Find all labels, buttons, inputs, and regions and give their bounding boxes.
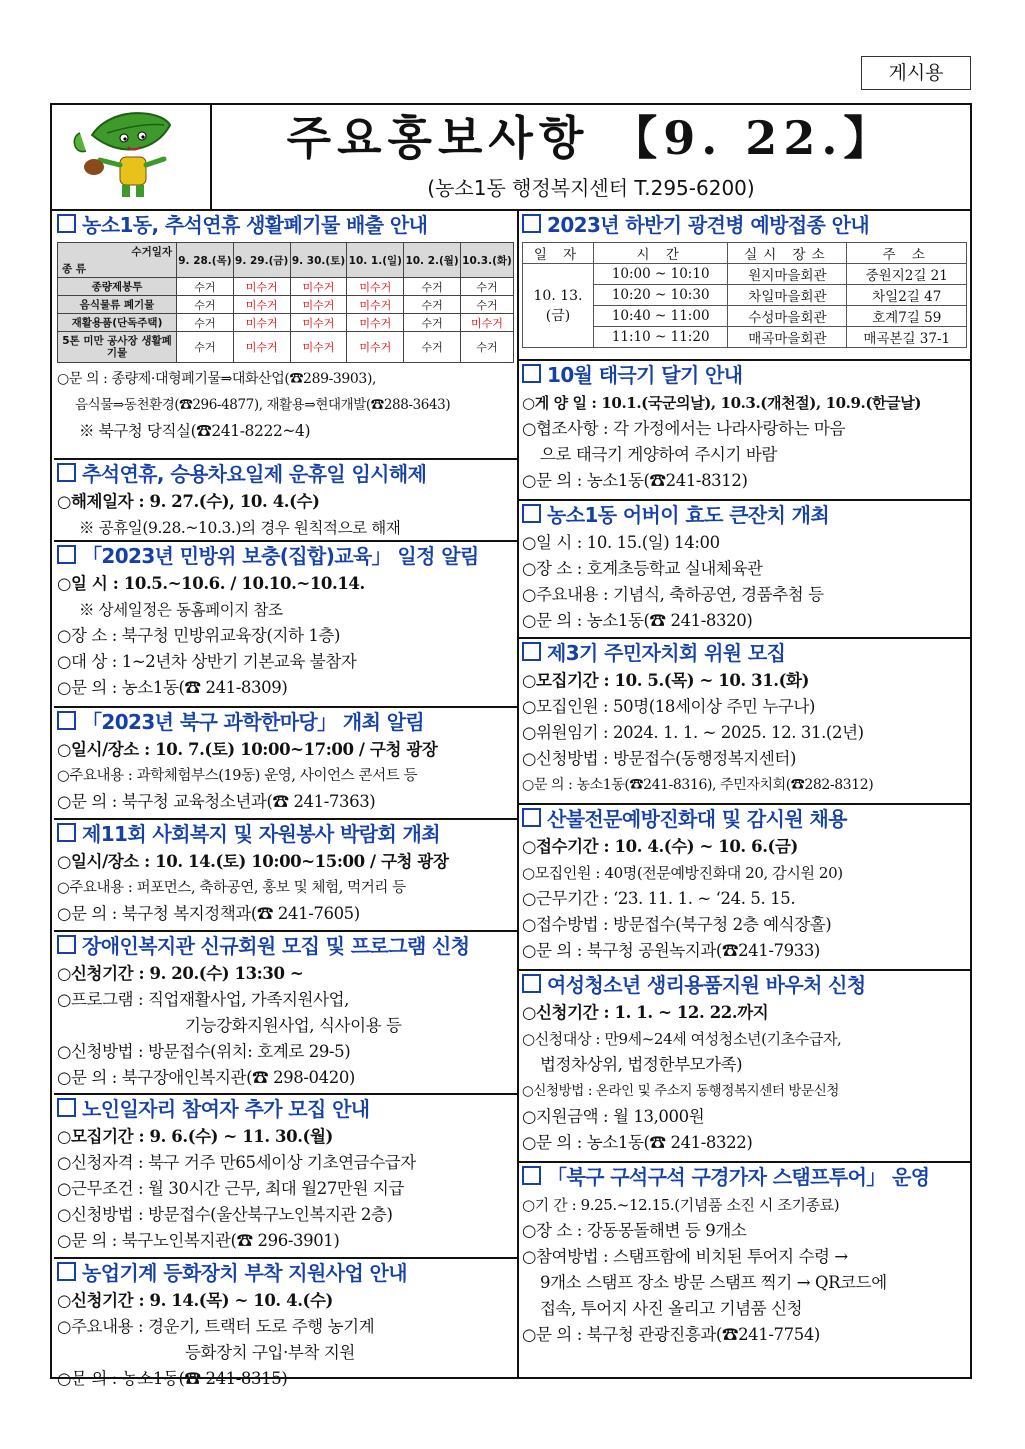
table-row <box>58 278 514 296</box>
table-cell: 중원지2길 21 <box>847 264 967 285</box>
table-cell: 수거 <box>404 296 461 314</box>
table-row <box>523 264 967 285</box>
info-line: ○신청기간 : 9. 14.(목) ~ 10. 4.(수) <box>57 1291 333 1310</box>
checkbox-square-icon <box>57 1098 76 1117</box>
column-header: 시 간 <box>594 243 728 264</box>
info-line: ○장 소 : 호계초등학교 실내체육관 <box>522 559 763 578</box>
info-line: ○접수기간 : 10. 4.(수) ~ 10. 6.(금) <box>522 837 798 856</box>
info-line: 으로 태극기 게양하여 주시기 바람 <box>540 445 777 464</box>
info-line: ○모집인원 : 40명(전문예방진화대 20, 감시원 20) <box>522 864 843 882</box>
table-cell: 미수거 <box>290 314 347 332</box>
checkbox-square-icon <box>522 808 541 827</box>
info-line: ○일 시 : 10. 15.(일) 14:00 <box>522 533 720 552</box>
info-line: ○신청대상 : 만9세~24세 여성청소년(기초수급자, <box>522 1030 842 1048</box>
checkbox-square-icon <box>522 974 541 993</box>
info-line: ○문 의 : 농소1동(☎241-8316), 주민자치회(☎282-8312) <box>522 777 874 793</box>
table-row <box>58 296 514 314</box>
column-header: 주 소 <box>847 243 967 264</box>
checkbox-square-icon <box>57 711 76 730</box>
info-line: ○주요내용 : 과학체험부스(19동) 운영, 사이언스 콘서트 등 <box>57 768 418 784</box>
table-cell: 미수거 <box>290 296 347 314</box>
section-heading: 10월 태극기 달기 안내 <box>522 361 967 390</box>
council-section <box>519 639 970 805</box>
info-line: ○문 의 : 북구장애인복지관(☎ 298-0420) <box>57 1068 355 1087</box>
waste-schedule-table <box>57 242 514 363</box>
info-line: ○해제일자 : 9. 27.(수), 10. 4.(수) <box>57 492 320 511</box>
vaccination-date: 10. 13. (금) <box>523 264 594 348</box>
info-line: ○문 의 : 북구청 교육청소년과(☎ 241-7363) <box>57 792 376 811</box>
date-header: 9. 28.(목) <box>177 243 234 278</box>
info-line: ○문 의 : 농소1동(☎241-8312) <box>522 471 748 490</box>
checkbox-square-icon <box>57 935 76 954</box>
checkbox-square-icon <box>57 214 76 233</box>
info-line: ○게 양 일 : 10.1.(국군의날), 10.3.(개천절), 10.9.(한글날) <box>522 394 922 412</box>
table-cell: 음식물류 폐기물 <box>58 296 177 314</box>
table-cell: 미수거 <box>290 332 347 363</box>
info-line: ○모집인원 : 50명(18세이상 주민 누구나) <box>522 697 816 716</box>
inquiry-line: 음식물⇒동천환경(☎296-4877), 재활용⇒현대개발(☎288-3643) <box>75 397 451 413</box>
info-line: ○주요내용 : 경운기, 트랙터 도로 주행 농기계 <box>57 1317 375 1336</box>
info-line: ○신청방법 : 온라인 및 주소지 동행정복지센터 방문신청 <box>522 1083 839 1099</box>
info-line: ○신청기간 : 1. 1. ~ 12. 22.까지 <box>522 1003 769 1022</box>
table-cell: 수거 <box>404 332 461 363</box>
info-line: ○신청방법 : 방문접수(동행정복지센터) <box>522 749 797 768</box>
info-line: ○프로그램 : 직업재활사업, 가족지원사업, <box>57 990 350 1009</box>
info-line: ○근무조건 : 월 30시간 근무, 최대 월27만원 지급 <box>57 1179 404 1198</box>
note-line: ※ 상세일정은 동홈페이지 참조 <box>79 601 283 619</box>
date-header: 9. 30.(토) <box>290 243 347 278</box>
info-line: ○일 시 : 10.5.~10.6. / 10.10.~10.14. <box>57 574 365 593</box>
section-heading: 「2023년 북구 과학한마당」 개최 알림 <box>57 708 514 737</box>
flag-section <box>519 361 970 501</box>
section-heading: 농업기계 등화장치 부착 지원사업 안내 <box>57 1259 514 1288</box>
table-cell: 10:40 ~ 11:00 <box>594 306 728 327</box>
info-line: ○문 의 : 북구청 관광진흥과(☎241-7754) <box>522 1325 820 1344</box>
info-line: ○지원금액 : 월 13,000원 <box>522 1107 705 1126</box>
info-line: 법정차상위, 법정한부모가족) <box>540 1055 743 1074</box>
table-cell: 수거 <box>404 314 461 332</box>
farm-machine-section <box>54 1259 517 1388</box>
table-cell: 10:20 ~ 10:30 <box>594 285 728 306</box>
section-heading: 여성청소년 생리용품지원 바우처 신청 <box>522 971 967 1000</box>
info-line: ○문 의 : 농소1동(☎ 241-8315) <box>57 1369 288 1388</box>
table-corner: 수거일자 종 류 <box>58 243 177 278</box>
info-line: ○참여방법 : 스탬프함에 비치된 투어지 수령 → <box>522 1247 848 1266</box>
checkbox-square-icon <box>522 642 541 661</box>
info-line: ○신청방법 : 방문접수(울산북구노인복지관 2층) <box>57 1205 393 1224</box>
checkbox-square-icon <box>57 1262 76 1281</box>
table-cell: 미수거 <box>347 332 404 363</box>
senior-jobs-section <box>54 1095 517 1259</box>
table-cell: 미수거 <box>290 278 347 296</box>
table-cell: 매곡본길 37-1 <box>847 327 967 348</box>
info-line: 접속, 투어지 사진 올리고 기념품 신청 <box>540 1299 803 1318</box>
table-cell: 매곡마을회관 <box>728 327 847 348</box>
info-line: ○모집기간 : 9. 6.(수) ~ 11. 30.(월) <box>57 1127 333 1146</box>
info-line: ○대 상 : 1~2년차 상반기 기본교육 불참자 <box>57 652 357 671</box>
page-subtitle: (농소1동 행정복지센터 T.295-6200) <box>427 176 755 200</box>
section-heading: 제11회 사회복지 및 자원봉사 박람회 개최 <box>57 820 514 849</box>
mascot-logo <box>52 105 212 209</box>
page-title: 주요홍보사항 【9. 22.】 <box>286 111 896 165</box>
section-heading: 「2023년 민방위 보충(집합)교육」 일정 알림 <box>57 542 514 571</box>
right-column <box>519 211 970 1377</box>
table-cell: 미수거 <box>233 314 290 332</box>
table-cell: 수거 <box>177 314 234 332</box>
info-line: ○문 의 : 농소1동(☎ 241-8320) <box>522 611 753 630</box>
table-cell: 수성마을회관 <box>728 306 847 327</box>
table-cell: 미수거 <box>233 332 290 363</box>
info-line: ○주요내용 : 기념식, 축하공연, 경품추첨 등 <box>522 585 824 604</box>
info-line: ○장 소 : 북구청 민방위교육장(지하 1층) <box>57 626 341 645</box>
table-cell: 수거 <box>460 332 513 363</box>
date-header: 10.3.(화) <box>460 243 513 278</box>
info-line: ○접수방법 : 방문접수(북구청 2층 예식장홀) <box>522 915 832 934</box>
info-line: ○기 간 : 9.25.~12.15.(기념품 소진 시 조기종료) <box>522 1196 840 1214</box>
date-header: 10. 1.(일) <box>347 243 404 278</box>
stamp-tour-section <box>519 1163 970 1373</box>
inquiry-line: ○문 의 : 종량제·대형폐기물⇒대화산업(☎289-3903), <box>57 371 377 387</box>
info-line: ○일시/장소 : 10. 14.(토) 10:00~15:00 / 구청 광장 <box>57 852 449 871</box>
info-line: ○근무기간 : ‘23. 11. 1. ~ ‘24. 5. 15. <box>522 889 796 908</box>
checkbox-square-icon <box>57 823 76 842</box>
checkbox-square-icon <box>57 463 76 482</box>
table-cell: 재활용품(단독주택) <box>58 314 177 332</box>
section-heading: 2023년 하반기 광견병 예방접종 안내 <box>522 211 967 240</box>
table-cell: 수거 <box>177 278 234 296</box>
info-line: ○신청기간 : 9. 20.(수) 13:30 ~ <box>57 964 304 983</box>
table-cell: 수거 <box>460 278 513 296</box>
column-header: 실시 장소 <box>728 243 847 264</box>
note-line: ※ 북구청 당직실(☎241-8222~4) <box>79 422 311 440</box>
table-cell: 호계7길 59 <box>847 306 967 327</box>
info-line: ○신청자격 : 북구 거주 만65세이상 기초연금수급자 <box>57 1153 416 1172</box>
car-section <box>54 460 517 542</box>
table-cell: 10:00 ~ 10:10 <box>594 264 728 285</box>
table-cell: 원지마을회관 <box>728 264 847 285</box>
column-header: 일 자 <box>523 243 594 264</box>
section-heading: 산불전문예방진화대 및 감시원 채용 <box>522 805 967 834</box>
waste-section <box>54 211 517 460</box>
section-heading: 농소1동 어버이 효도 큰잔치 개최 <box>522 501 967 530</box>
table-cell: 미수거 <box>233 296 290 314</box>
info-line: ○모집기간 : 10. 5.(목) ~ 10. 31.(화) <box>522 671 809 690</box>
table-cell: 수거 <box>460 296 513 314</box>
info-line: ○신청방법 : 방문접수(위치: 호계로 29-5) <box>57 1042 351 1061</box>
leaf-mascot-icon <box>52 105 210 209</box>
info-line: ○협조사항 : 각 가정에서는 나라사랑하는 마음 <box>522 419 846 438</box>
info-line: ○문 의 : 북구청 공원녹지과(☎241-7933) <box>522 941 820 960</box>
table-cell: 미수거 <box>460 314 513 332</box>
parents-day-section <box>519 501 970 639</box>
info-line: ○일시/장소 : 10. 7.(토) 10:00~17:00 / 구청 광장 <box>57 740 438 759</box>
rabies-section <box>519 211 970 361</box>
table-cell: 수거 <box>404 278 461 296</box>
fire-section <box>519 805 970 971</box>
table-cell: 종량제봉투 <box>58 278 177 296</box>
table-cell: 차일2길 47 <box>847 285 967 306</box>
info-line: 등화장치 구입·부착 지원 <box>185 1343 355 1362</box>
table-row <box>58 332 514 363</box>
table-cell: 11:10 ~ 11:20 <box>594 327 728 348</box>
table-cell: 5톤 미만 공사장 생활폐기물 <box>58 332 177 363</box>
section-heading: 노인일자리 참여자 추가 모집 안내 <box>57 1095 514 1124</box>
info-line: ○문 의 : 북구노인복지관(☎ 296-3901) <box>57 1231 340 1250</box>
table-cell: 미수거 <box>233 278 290 296</box>
info-line: ○주요내용 : 퍼포먼스, 축하공연, 홍보 및 체험, 먹거리 등 <box>57 880 406 896</box>
info-line: ○문 의 : 농소1동(☎ 241-8322) <box>522 1133 753 1152</box>
checkbox-square-icon <box>522 504 541 523</box>
table-cell: 수거 <box>177 332 234 363</box>
posting-tag: 게시용 <box>861 56 971 90</box>
info-line: ○장 소 : 강동몽돌해변 등 9개소 <box>522 1221 747 1240</box>
checkbox-square-icon <box>522 1166 541 1185</box>
date-header: 10. 2.(월) <box>404 243 461 278</box>
science-section <box>54 708 517 820</box>
info-line: ○문 의 : 북구청 복지정책과(☎ 241-7605) <box>57 904 360 923</box>
info-line: 기능강화지원사업, 식사이용 등 <box>185 1016 402 1035</box>
date-header: 9. 29.(금) <box>233 243 290 278</box>
checkbox-square-icon <box>57 545 76 564</box>
youth-voucher-section <box>519 971 970 1163</box>
table-cell: 수거 <box>177 296 234 314</box>
table-row <box>58 314 514 332</box>
section-heading: 농소1동, 추석연휴 생활폐기물 배출 안내 <box>57 211 514 240</box>
notice-frame <box>50 103 972 1388</box>
left-column <box>54 211 519 1388</box>
disabled-welfare-section <box>54 932 517 1095</box>
note-line: ※ 공휴일(9.28.~10.3.)의 경우 원칙적으로 해재 <box>79 519 401 537</box>
section-heading: 장애인복지관 신규회원 모집 및 프로그램 신청 <box>57 932 514 961</box>
section-heading: 추석연휴, 승용차요일제 운휴일 임시해제 <box>57 460 514 489</box>
table-cell: 차일마을회관 <box>728 285 847 306</box>
header <box>52 105 970 211</box>
vaccination-table <box>522 242 967 348</box>
checkbox-square-icon <box>522 364 541 383</box>
welfare-expo-section <box>54 820 517 932</box>
section-heading: 「북구 구석구석 구경가자 스탬프투어」 운영 <box>522 1163 967 1192</box>
civil-defense-section <box>54 542 517 708</box>
table-cell: 미수거 <box>347 278 404 296</box>
info-line: ○문 의 : 농소1동(☎ 241-8309) <box>57 678 288 697</box>
table-cell: 미수거 <box>347 314 404 332</box>
table-cell: 미수거 <box>347 296 404 314</box>
info-line: ○위원임기 : 2024. 1. 1. ~ 2025. 12. 31.(2년) <box>522 723 864 742</box>
info-line: 9개소 스탬프 장소 방문 스탬프 찍기 → QR코드에 <box>540 1273 887 1292</box>
checkbox-square-icon <box>522 214 541 233</box>
section-heading: 제3기 주민자치회 위원 모집 <box>522 639 967 668</box>
